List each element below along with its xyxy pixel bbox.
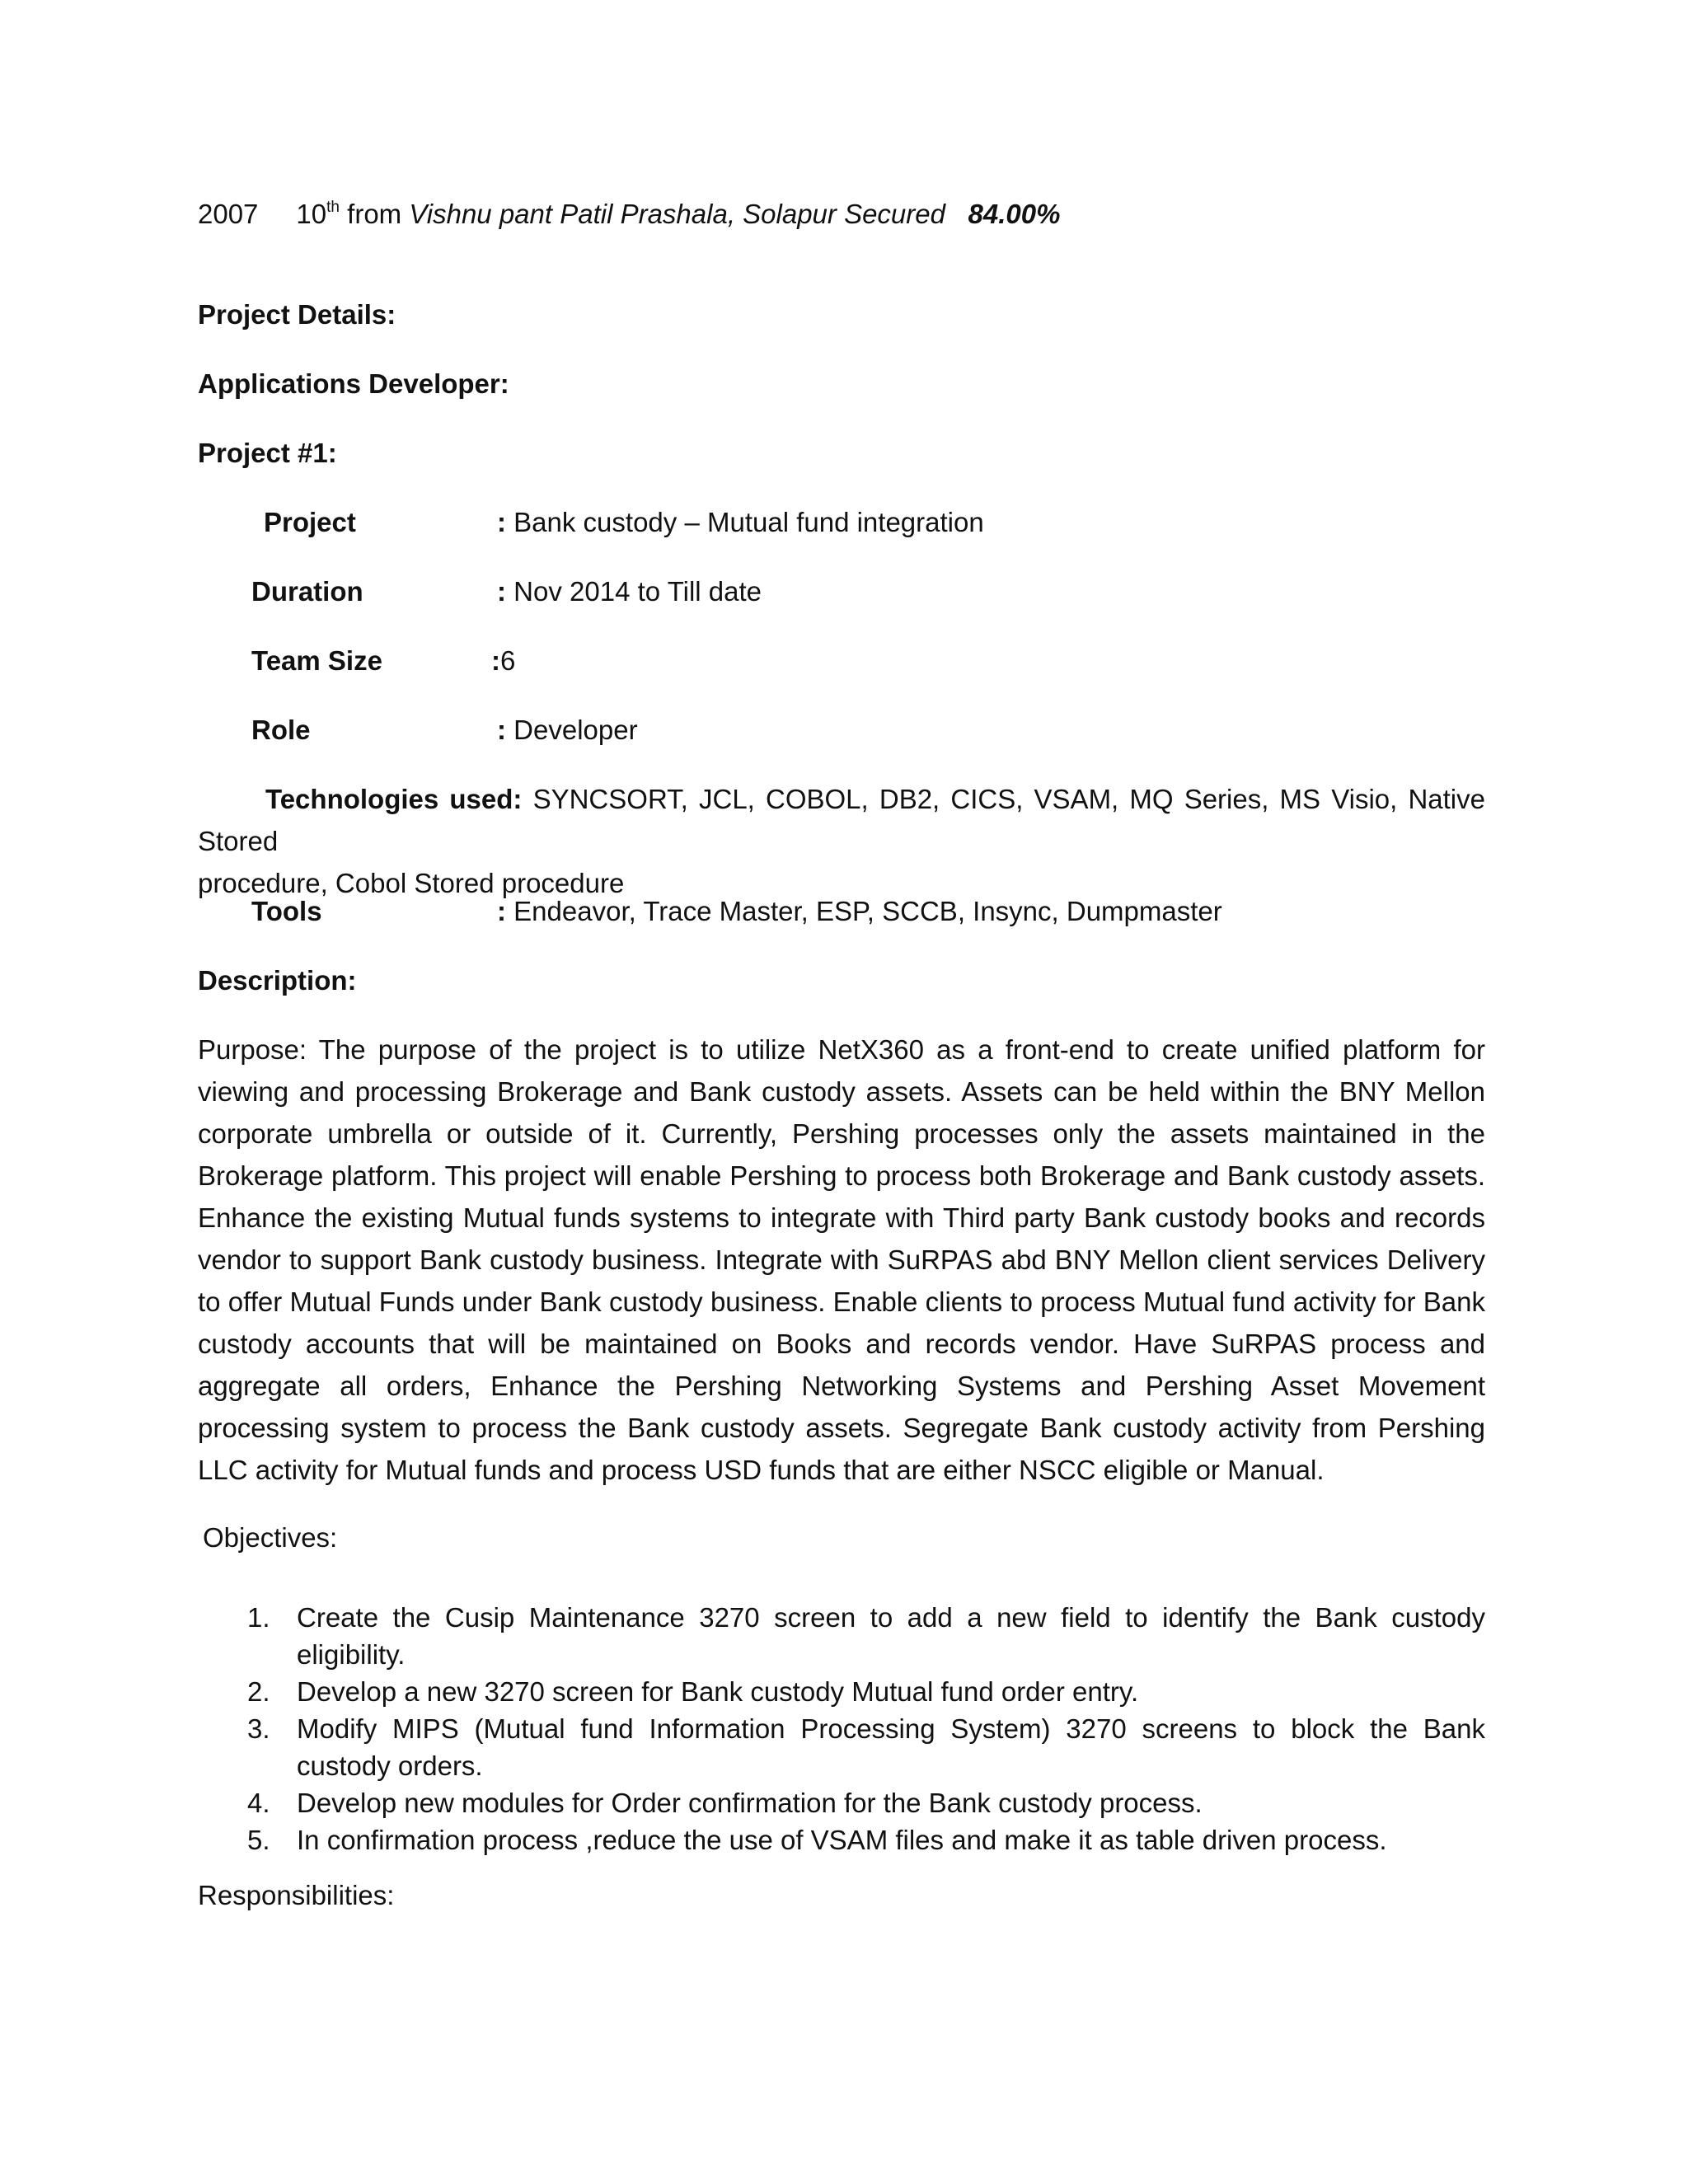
tools-label: Tools bbox=[251, 896, 322, 926]
separator-colon: : bbox=[497, 896, 506, 926]
separator-colon: : bbox=[497, 576, 506, 607]
duration-label: Duration bbox=[251, 576, 363, 607]
heading-objectives: Objectives: bbox=[203, 1522, 338, 1553]
objective-text: In confirmation process ,reduce the use of VSAM files and make it as table driven process. bbox=[297, 1825, 1387, 1855]
team-size-value: 6 bbox=[500, 645, 516, 676]
objective-item bbox=[247, 1784, 1485, 1821]
separator-colon: : bbox=[497, 507, 506, 537]
project-label: Project bbox=[264, 507, 356, 537]
objective-item bbox=[247, 1821, 1485, 1858]
objective-text: Create the Cusip Maintenance 3270 screen to add a new field to identify the Bank custody eligibility. bbox=[297, 1602, 1485, 1670]
heading-project-number: Project #1: bbox=[198, 438, 337, 468]
objectives-list bbox=[247, 1599, 1485, 1858]
objective-number: 4. bbox=[247, 1788, 270, 1818]
objective-number: 2. bbox=[247, 1676, 270, 1707]
objective-number: 5. bbox=[247, 1825, 270, 1855]
technologies-value-line1: SYNCSORT, JCL, COBOL, DB2, CICS, VSAM, MQ Series, MS Visio, Native Stored bbox=[198, 784, 1485, 856]
heading-description: Description: bbox=[198, 965, 357, 996]
education-school: Vishnu pant Patil Prashala, Solapur Secured bbox=[409, 199, 945, 229]
objective-item bbox=[247, 1599, 1485, 1673]
role-label: Role bbox=[251, 715, 311, 745]
education-grade: 10 bbox=[296, 199, 327, 229]
tools-value: Endeavor, Trace Master, ESP, SCCB, Insync, Dumpmaster bbox=[513, 896, 1222, 926]
role-value: Developer bbox=[513, 715, 638, 745]
heading-project-details: Project Details: bbox=[198, 299, 396, 330]
objective-number: 1. bbox=[247, 1602, 270, 1633]
heading-responsibilities: Responsibilities: bbox=[198, 1880, 395, 1910]
tools-value-row bbox=[497, 895, 1222, 928]
duration-value-row bbox=[497, 575, 762, 608]
objective-item bbox=[247, 1673, 1485, 1710]
objective-text: Develop new modules for Order confirmation for the Bank custody process. bbox=[297, 1788, 1203, 1818]
technologies-used bbox=[198, 778, 1485, 904]
team-size-value-row bbox=[491, 644, 515, 677]
separator-colon: : bbox=[497, 715, 506, 745]
project-value: Bank custody – Mutual fund integration bbox=[513, 507, 984, 537]
technologies-value-line2: procedure, Cobol Stored procedure bbox=[198, 868, 625, 898]
education-grade-suffix: th bbox=[326, 199, 340, 216]
team-size-label: Team Size bbox=[251, 645, 382, 676]
education-line bbox=[198, 198, 1060, 231]
project-value-row bbox=[497, 506, 984, 539]
technologies-label: Technologies used: bbox=[265, 784, 523, 814]
objective-number: 3. bbox=[247, 1713, 270, 1744]
duration-value: Nov 2014 to Till date bbox=[513, 576, 762, 607]
objective-text: Develop a new 3270 screen for Bank custody Mutual fund order entry. bbox=[297, 1676, 1139, 1707]
education-from: from bbox=[347, 199, 402, 229]
role-value-row bbox=[497, 714, 638, 747]
education-score: 84.00% bbox=[968, 199, 1061, 229]
description-paragraph: Purpose: The purpose of the project is to utilize NetX360 as a front-end to create unified platform for viewing and processing Brokerage and Bank custody assets. Assets can be held within the BNY Mellon corporate umbrella or outside of it. Currently, Pershing processes only the assets maintained in the Brokerage platform. This project will enable Pershing to process both Brokerage and Bank custody assets. Enhance the existing Mutual funds systems to integrate with Third party Bank custody books and records vendor to support Bank custody business. Integrate with SuRPAS abd BNY Mellon client services Delivery to offer Mutual Funds under Bank custody business. Enable clients to process Mutual fund activity for Bank custody accounts that will be maintained on Books and records vendor. Have SuRPAS process and aggregate all orders, Enhance the Pershing Networking Systems and Pershing Asset Movement processing system to process the Bank custody assets. Segregate Bank custody activity from Pershing LLC activity for Mutual funds and process USD funds that are either NSCC eligible or Manual. bbox=[198, 1034, 1485, 1485]
education-year: 2007 bbox=[198, 199, 259, 229]
objective-text: Modify MIPS (Mutual fund Information Processing System) 3270 screens to block the Bank custody orders. bbox=[297, 1713, 1485, 1781]
objective-item bbox=[247, 1710, 1485, 1784]
heading-applications-developer: Applications Developer: bbox=[198, 368, 509, 399]
separator-colon: : bbox=[491, 645, 500, 676]
